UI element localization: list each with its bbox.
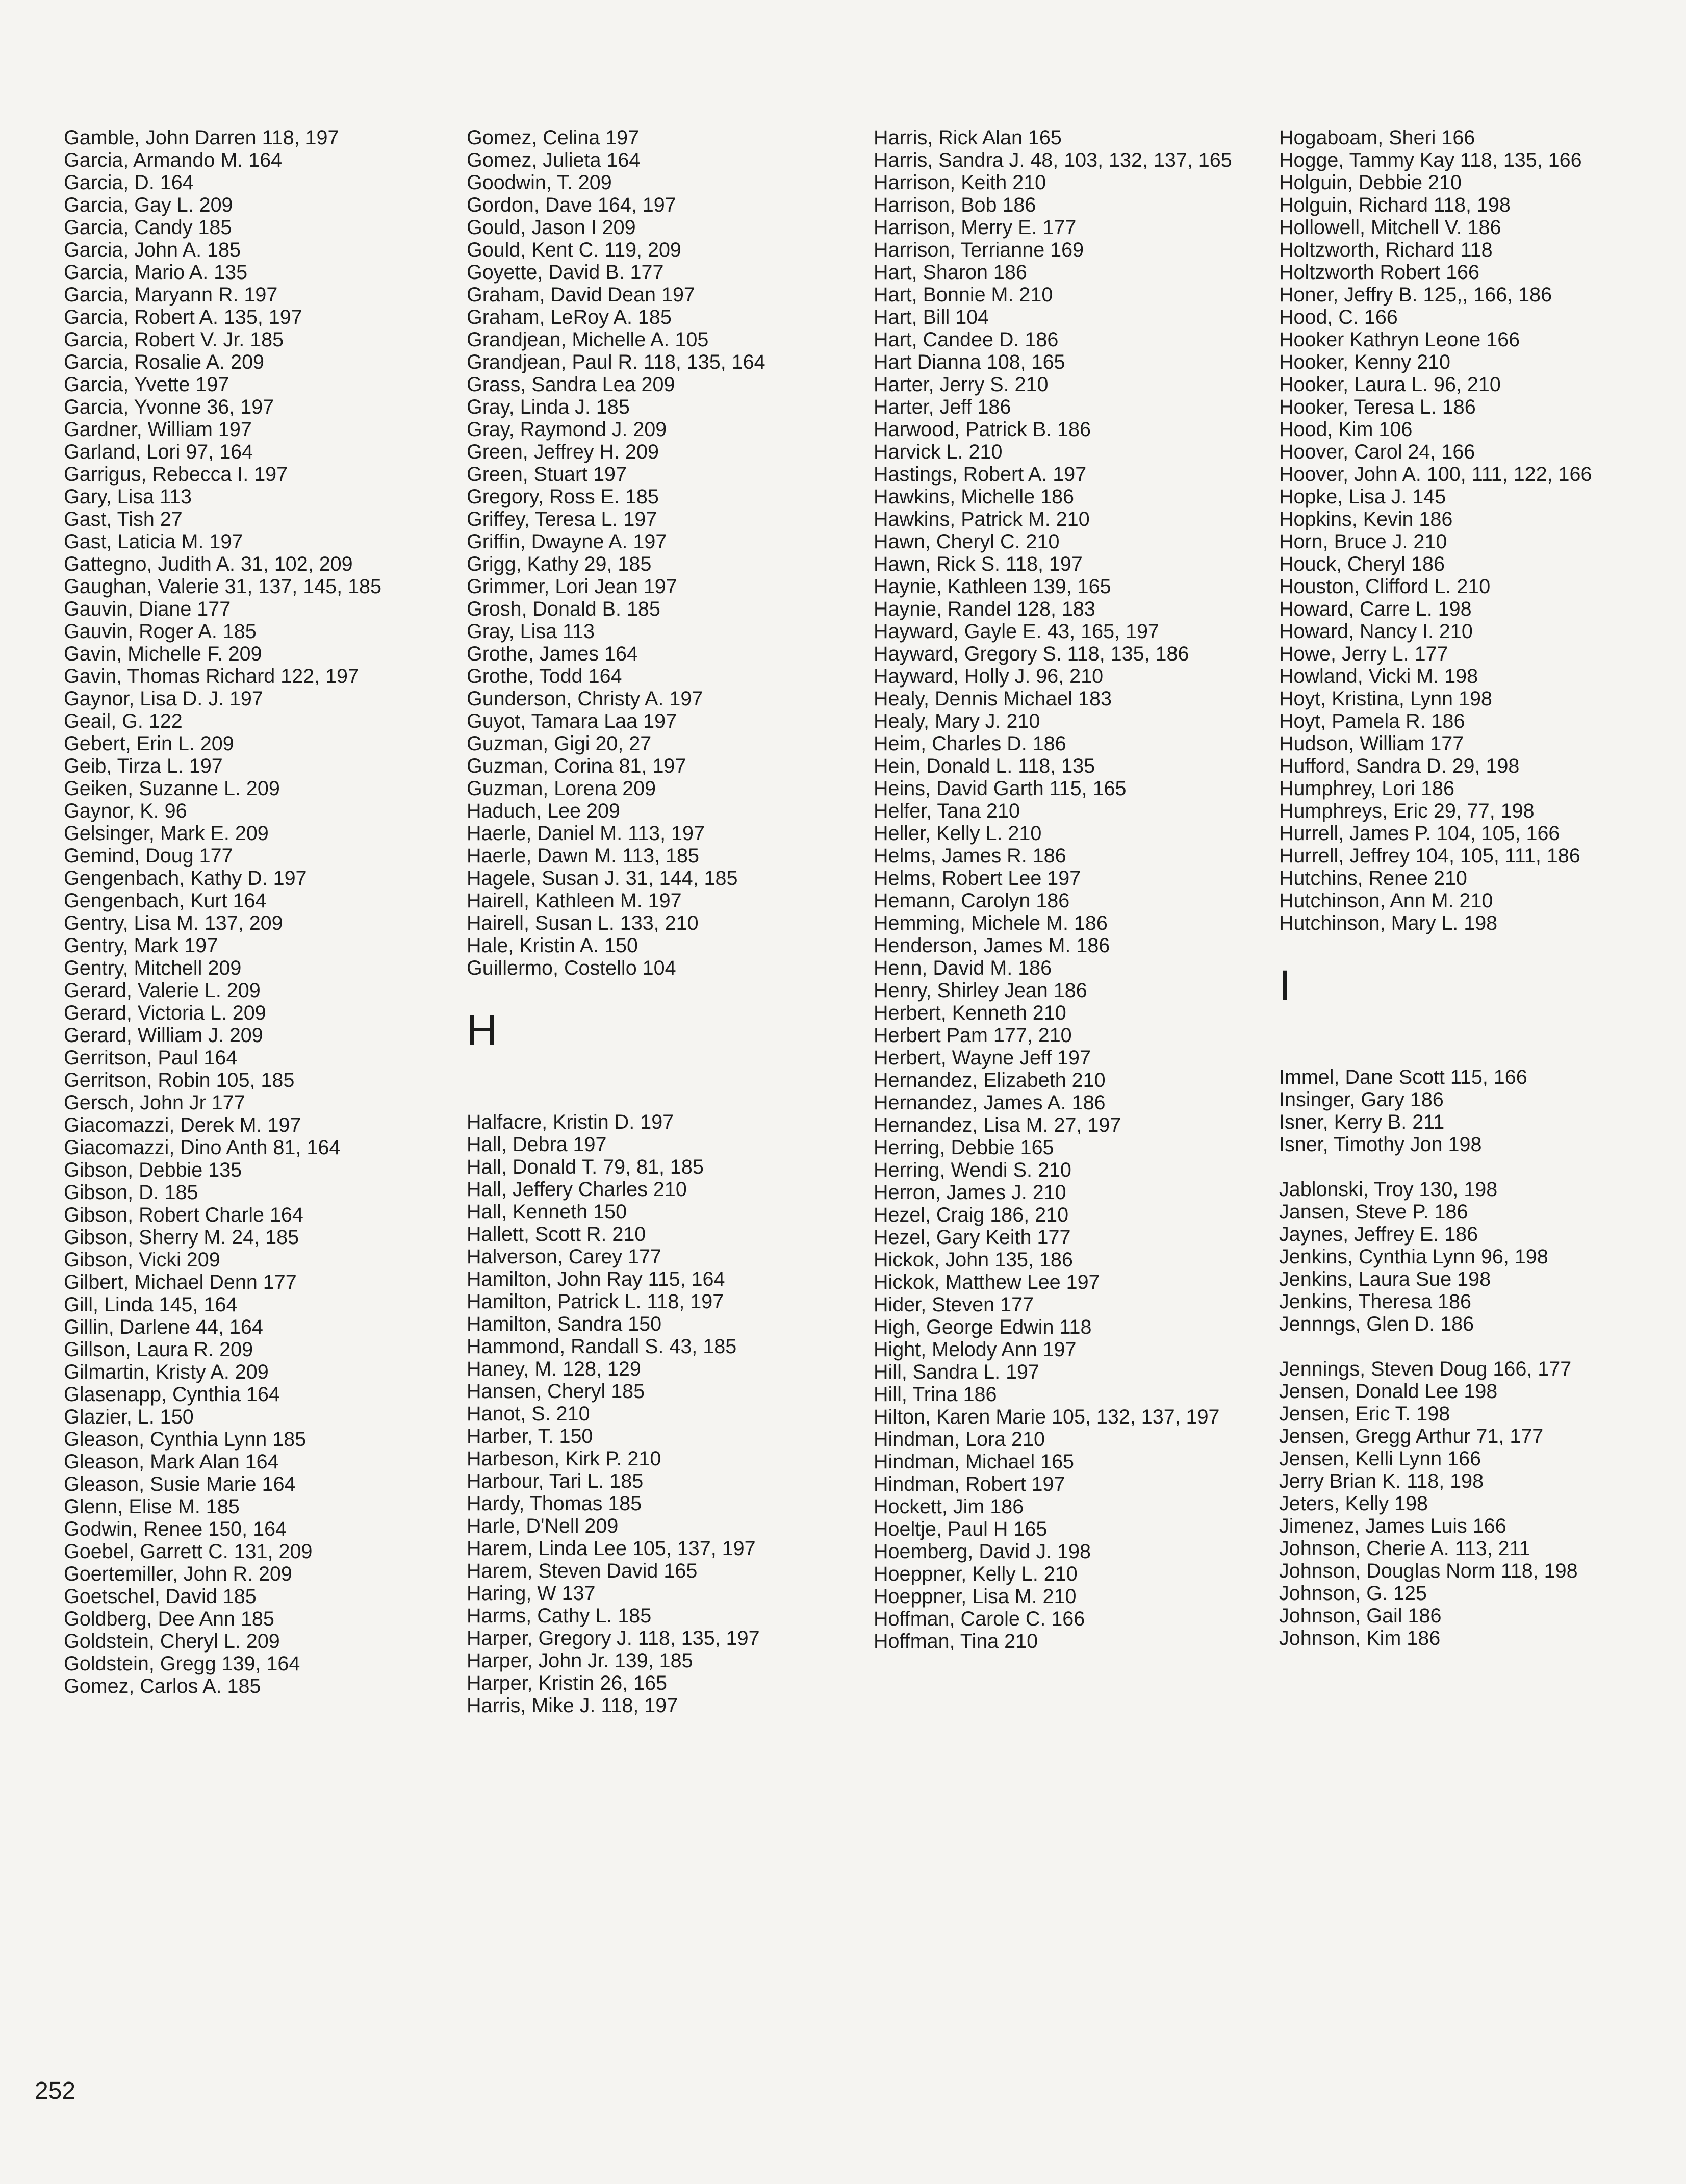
index-entry: Geail, G. 122 bbox=[64, 710, 183, 732]
index-entry: Houck, Cheryl 186 bbox=[1279, 553, 1445, 575]
index-entry: Gray, Raymond J. 209 bbox=[467, 418, 667, 441]
index-entry: Harper, Kristin 26, 165 bbox=[467, 1672, 668, 1694]
index-entry: Isner, Timothy Jon 198 bbox=[1279, 1133, 1482, 1156]
index-entry: Hood, Kim 106 bbox=[1279, 418, 1413, 441]
index-entry: Gould, Jason I 209 bbox=[467, 216, 636, 239]
index-entry: Hight, Melody Ann 197 bbox=[874, 1338, 1077, 1361]
index-entry: Hooker, Laura L. 96, 210 bbox=[1279, 373, 1501, 396]
index-entry: Haduch, Lee 209 bbox=[467, 800, 620, 822]
index-entry: Harbeson, Kirk P. 210 bbox=[467, 1447, 661, 1470]
index-entry: Hart, Bonnie M. 210 bbox=[874, 284, 1053, 306]
index-entry: Gibson, Robert Charle 164 bbox=[64, 1204, 303, 1226]
index-entry: Hurrell, James P. 104, 105, 166 bbox=[1279, 822, 1560, 845]
index-entry: Gerritson, Robin 105, 185 bbox=[64, 1069, 295, 1091]
index-entry: Helms, James R. 186 bbox=[874, 845, 1066, 867]
index-entry: Goldstein, Cheryl L. 209 bbox=[64, 1630, 280, 1653]
index-entry: Gary, Lisa 113 bbox=[64, 486, 192, 508]
index-entry: Garrigus, Rebecca I. 197 bbox=[64, 463, 288, 486]
index-entry: Gaynor, Lisa D. J. 197 bbox=[64, 688, 263, 710]
index-entry: Hufford, Sandra D. 29, 198 bbox=[1279, 755, 1520, 777]
index-entry: Gleason, Cynthia Lynn 185 bbox=[64, 1428, 306, 1451]
index-entry: Gilbert, Michael Denn 177 bbox=[64, 1271, 297, 1293]
index-entry: Herring, Wendi S. 210 bbox=[874, 1159, 1071, 1181]
index-entry: Gomez, Celina 197 bbox=[467, 126, 640, 149]
index-entry: Harper, Gregory J. 118, 135, 197 bbox=[467, 1627, 760, 1649]
index-entry: Insinger, Gary 186 bbox=[1279, 1088, 1444, 1111]
index-entry: Garcia, Robert V. Jr. 185 bbox=[64, 328, 284, 351]
index-entry: Hemming, Michele M. 186 bbox=[874, 912, 1108, 934]
index-entry: Helms, Robert Lee 197 bbox=[874, 867, 1081, 890]
index-entry: Graham, LeRoy A. 185 bbox=[467, 306, 672, 328]
index-entry: Grandjean, Michelle A. 105 bbox=[467, 328, 709, 351]
index-entry: Hairell, Kathleen M. 197 bbox=[467, 890, 682, 912]
index-entry: Gardner, William 197 bbox=[64, 418, 252, 441]
index-entry: Harle, D'Nell 209 bbox=[467, 1515, 619, 1537]
index-entry: Hoffman, Tina 210 bbox=[874, 1630, 1038, 1653]
index-entry: Hart, Sharon 186 bbox=[874, 261, 1027, 284]
index-entry: Halfacre, Kristin D. 197 bbox=[467, 1111, 674, 1133]
index-entry: Gaynor, K. 96 bbox=[64, 800, 187, 822]
index-entry: Hutchins, Renee 210 bbox=[1279, 867, 1467, 890]
index-entry: Glazier, L. 150 bbox=[64, 1406, 194, 1428]
index-entry: Jensen, Eric T. 198 bbox=[1279, 1403, 1450, 1425]
index-entry: Garcia, Armando M. 164 bbox=[64, 149, 283, 171]
index-entry: Giacomazzi, Derek M. 197 bbox=[64, 1114, 301, 1136]
index-entry: Gray, Linda J. 185 bbox=[467, 396, 630, 418]
index-entry: Heins, David Garth 115, 165 bbox=[874, 777, 1127, 800]
index-entry: Harris, Sandra J. 48, 103, 132, 137, 165 bbox=[874, 149, 1232, 171]
index-entry: Holtzworth, Richard 118 bbox=[1279, 239, 1493, 261]
index-entry: Gould, Kent C. 119, 209 bbox=[467, 239, 681, 261]
index-entry: Gast, Laticia M. 197 bbox=[64, 530, 243, 553]
index-entry: Hawn, Rick S. 118, 197 bbox=[874, 553, 1083, 575]
index-entry: Hayward, Gregory S. 118, 135, 186 bbox=[874, 643, 1189, 665]
index-entry: Gebert, Erin L. 209 bbox=[64, 732, 234, 755]
index-entry: Johnson, G. 125 bbox=[1279, 1582, 1427, 1605]
index-entry: Hart Dianna 108, 165 bbox=[874, 351, 1065, 373]
index-entry: Jennings, Steven Doug 166, 177 bbox=[1279, 1358, 1572, 1380]
index-entry: Gauvin, Roger A. 185 bbox=[64, 620, 257, 643]
index-entry: Howe, Jerry L. 177 bbox=[1279, 643, 1448, 665]
index-entry: Jennngs, Glen D. 186 bbox=[1279, 1313, 1474, 1335]
index-entry: Jenkins, Cynthia Lynn 96, 198 bbox=[1279, 1246, 1548, 1268]
index-entry: Hoffman, Carole C. 166 bbox=[874, 1608, 1085, 1630]
index-entry: Henderson, James M. 186 bbox=[874, 934, 1110, 957]
index-entry: Hooker, Teresa L. 186 bbox=[1279, 396, 1476, 418]
index-entry: Green, Jeffrey H. 209 bbox=[467, 441, 659, 463]
index-entry: Horn, Bruce J. 210 bbox=[1279, 530, 1447, 553]
section-spacer bbox=[1279, 1156, 1667, 1178]
index-entry: Gibson, Debbie 135 bbox=[64, 1159, 242, 1181]
index-entry: Gauvin, Diane 177 bbox=[64, 598, 231, 620]
index-entry: Hoover, John A. 100, 111, 122, 166 bbox=[1279, 463, 1592, 486]
index-entry: Hoover, Carol 24, 166 bbox=[1279, 441, 1475, 463]
index-entry: Harris, Rick Alan 165 bbox=[874, 126, 1062, 149]
index-entry: Garcia, Gay L. 209 bbox=[64, 194, 233, 216]
index-entry: Hammond, Randall S. 43, 185 bbox=[467, 1335, 737, 1358]
index-entry: Grigg, Kathy 29, 185 bbox=[467, 553, 652, 575]
index-entry: Hayward, Gayle E. 43, 165, 197 bbox=[874, 620, 1159, 643]
index-entry: Garcia, Yvette 197 bbox=[64, 373, 229, 396]
index-entry: Gibson, D. 185 bbox=[64, 1181, 198, 1204]
index-entry: Johnson, Gail 186 bbox=[1279, 1605, 1442, 1627]
index-entry: Garland, Lori 97, 164 bbox=[64, 441, 253, 463]
index-entry: Gleason, Susie Marie 164 bbox=[64, 1473, 296, 1495]
index-entry: Jeters, Kelly 198 bbox=[1279, 1492, 1428, 1515]
index-entry: Guzman, Corina 81, 197 bbox=[467, 755, 686, 777]
index-entry: Gerritson, Paul 164 bbox=[64, 1047, 238, 1069]
index-entry: Gregory, Ross E. 185 bbox=[467, 486, 659, 508]
index-entry: Heller, Kelly L. 210 bbox=[874, 822, 1042, 845]
index-entry: Gentry, Mark 197 bbox=[64, 934, 218, 957]
index-entry: Grandjean, Paul R. 118, 135, 164 bbox=[467, 351, 765, 373]
index-entry: Griffey, Teresa L. 197 bbox=[467, 508, 657, 530]
index-entry: Gerard, Valerie L. 209 bbox=[64, 979, 261, 1002]
index-entry: Jansen, Steve P. 186 bbox=[1279, 1201, 1468, 1223]
index-entry: Goldstein, Gregg 139, 164 bbox=[64, 1653, 300, 1675]
index-entry: Immel, Dane Scott 115, 166 bbox=[1279, 1066, 1527, 1088]
index-entry: Hallett, Scott R. 210 bbox=[467, 1223, 646, 1246]
index-entry: Hardy, Thomas 185 bbox=[467, 1492, 642, 1515]
index-entry: Harter, Jerry S. 210 bbox=[874, 373, 1049, 396]
index-entry: Healy, Mary J. 210 bbox=[874, 710, 1040, 732]
index-entry: Gemind, Doug 177 bbox=[64, 845, 233, 867]
index-entry: Haney, M. 128, 129 bbox=[467, 1358, 641, 1380]
index-entry: Goodwin, T. 209 bbox=[467, 171, 612, 194]
index-entry: Hider, Steven 177 bbox=[874, 1293, 1034, 1316]
index-entry: Harrison, Terrianne 169 bbox=[874, 239, 1084, 261]
index-entry: Guzman, Gigi 20, 27 bbox=[467, 732, 652, 755]
index-entry: Hollowell, Mitchell V. 186 bbox=[1279, 216, 1501, 239]
index-entry: Hamilton, Patrick L. 118, 197 bbox=[467, 1290, 724, 1313]
index-entry: Geiken, Suzanne L. 209 bbox=[64, 777, 280, 800]
index-entry: Hall, Donald T. 79, 81, 185 bbox=[467, 1156, 704, 1178]
index-entry: Hezel, Craig 186, 210 bbox=[874, 1204, 1069, 1226]
index-entry: Hein, Donald L. 118, 135 bbox=[874, 755, 1095, 777]
index-entry: Healy, Dennis Michael 183 bbox=[874, 688, 1112, 710]
index-entry: Harper, John Jr. 139, 185 bbox=[467, 1649, 693, 1672]
index-entry: Johnson, Douglas Norm 118, 198 bbox=[1279, 1560, 1578, 1582]
index-entry: Johnson, Cherie A. 113, 211 bbox=[1279, 1537, 1530, 1560]
index-entry: Gomez, Julieta 164 bbox=[467, 149, 641, 171]
index-entry: Grimmer, Lori Jean 197 bbox=[467, 575, 677, 598]
index-entry: Gray, Lisa 113 bbox=[467, 620, 595, 643]
index-entry: Gleason, Mark Alan 164 bbox=[64, 1451, 279, 1473]
index-entry: Grass, Sandra Lea 209 bbox=[467, 373, 675, 396]
index-entry: Jaynes, Jeffrey E. 186 bbox=[1279, 1223, 1478, 1246]
index-entry: Hindman, Lora 210 bbox=[874, 1428, 1045, 1451]
index-entry: Hamilton, Sandra 150 bbox=[467, 1313, 662, 1335]
index-entry: Jensen, Gregg Arthur 71, 177 bbox=[1279, 1425, 1544, 1447]
index-entry: Hindman, Robert 197 bbox=[874, 1473, 1065, 1495]
index-entry: Hoemberg, David J. 198 bbox=[874, 1540, 1091, 1563]
index-entry: Harem, Linda Lee 105, 137, 197 bbox=[467, 1537, 756, 1560]
index-entry: Hernandez, James A. 186 bbox=[874, 1091, 1106, 1114]
index-entry: Hall, Jeffery Charles 210 bbox=[467, 1178, 687, 1201]
index-entry: Gunderson, Christy A. 197 bbox=[467, 688, 703, 710]
index-entry: Harem, Steven David 165 bbox=[467, 1560, 698, 1582]
index-entry: Hernandez, Lisa M. 27, 197 bbox=[874, 1114, 1121, 1136]
index-entry: Hurrell, Jeffrey 104, 105, 111, 186 bbox=[1279, 845, 1580, 867]
index-entry: Holguin, Debbie 210 bbox=[1279, 171, 1462, 194]
index-entry: Haynie, Kathleen 139, 165 bbox=[874, 575, 1111, 598]
index-entry: Griffin, Dwayne A. 197 bbox=[467, 530, 667, 553]
index-entry: Hickok, John 135, 186 bbox=[874, 1249, 1073, 1271]
index-entry: Gentry, Lisa M. 137, 209 bbox=[64, 912, 283, 934]
index-entry: Hoeppner, Kelly L. 210 bbox=[874, 1563, 1078, 1585]
index-entry: Gibson, Vicki 209 bbox=[64, 1249, 220, 1271]
index-entry: Gillson, Laura R. 209 bbox=[64, 1338, 253, 1361]
index-entry: Hoyt, Pamela R. 186 bbox=[1279, 710, 1465, 732]
index-entry: Garcia, Mario A. 135 bbox=[64, 261, 248, 284]
index-entry: Howard, Nancy I. 210 bbox=[1279, 620, 1473, 643]
index-entry: Green, Stuart 197 bbox=[467, 463, 627, 486]
index-entry: Hudson, William 177 bbox=[1279, 732, 1464, 755]
index-entry: Harrison, Keith 210 bbox=[874, 171, 1046, 194]
index-entry: Hernandez, Elizabeth 210 bbox=[874, 1069, 1106, 1091]
index-entry: Gelsinger, Mark E. 209 bbox=[64, 822, 269, 845]
index-entry: Hall, Debra 197 bbox=[467, 1133, 607, 1156]
index-entry: Glasenapp, Cynthia 164 bbox=[64, 1383, 280, 1406]
index-entry: Graham, David Dean 197 bbox=[467, 284, 695, 306]
index-entry: Hogge, Tammy Kay 118, 135, 166 bbox=[1279, 149, 1582, 171]
index-entry: Garcia, John A. 185 bbox=[64, 239, 241, 261]
index-entry: Hairell, Susan L. 133, 210 bbox=[467, 912, 699, 934]
index-entry: Gengenbach, Kathy D. 197 bbox=[64, 867, 307, 890]
index-entry: Hansen, Cheryl 185 bbox=[467, 1380, 645, 1403]
index-entry: Gill, Linda 145, 164 bbox=[64, 1293, 238, 1316]
index-entry: Gordon, Dave 164, 197 bbox=[467, 194, 676, 216]
index-entry: Honer, Jeffry B. 125,, 166, 186 bbox=[1279, 284, 1552, 306]
index-entry: Hoyt, Kristina, Lynn 198 bbox=[1279, 688, 1492, 710]
index-entry: Gerard, William J. 209 bbox=[64, 1024, 263, 1047]
index-entry: Hopkins, Kevin 186 bbox=[1279, 508, 1453, 530]
index-entry: Hickok, Matthew Lee 197 bbox=[874, 1271, 1100, 1293]
index-entry: Hoeltje, Paul H 165 bbox=[874, 1518, 1048, 1540]
index-entry: Harwood, Patrick B. 186 bbox=[874, 418, 1091, 441]
index-entry: Hart, Candee D. 186 bbox=[874, 328, 1059, 351]
index-entry: Hood, C. 166 bbox=[1279, 306, 1398, 328]
index-entry: Harms, Cathy L. 185 bbox=[467, 1605, 652, 1627]
index-entry: Herbert, Wayne Jeff 197 bbox=[874, 1047, 1091, 1069]
index-entry: Isner, Kerry B. 211 bbox=[1279, 1111, 1445, 1133]
index-entry: Guyot, Tamara Laa 197 bbox=[467, 710, 677, 732]
index-entry: Hockett, Jim 186 bbox=[874, 1495, 1024, 1518]
index-entry: Goyette, David B. 177 bbox=[467, 261, 664, 284]
index-entry: Goebel, Garrett C. 131, 209 bbox=[64, 1540, 313, 1563]
index-entry: Godwin, Renee 150, 164 bbox=[64, 1518, 287, 1540]
index-entry: Grosh, Donald B. 185 bbox=[467, 598, 660, 620]
index-entry: Harvick L. 210 bbox=[874, 441, 1003, 463]
index-entry: Halverson, Carey 177 bbox=[467, 1246, 662, 1268]
index-entry: Gomez, Carlos A. 185 bbox=[64, 1675, 261, 1697]
index-entry: Hagele, Susan J. 31, 144, 185 bbox=[467, 867, 738, 890]
index-entry: Henn, David M. 186 bbox=[874, 957, 1052, 979]
index-entry: Haynie, Randel 128, 183 bbox=[874, 598, 1095, 620]
index-entry: Grothe, Todd 164 bbox=[467, 665, 622, 688]
index-entry: Gattegno, Judith A. 31, 102, 209 bbox=[64, 553, 353, 575]
index-entry: Garcia, D. 164 bbox=[64, 171, 194, 194]
index-entry: Heim, Charles D. 186 bbox=[874, 732, 1066, 755]
index-entry: Gavin, Michelle F. 209 bbox=[64, 643, 262, 665]
index-entry: Gentry, Mitchell 209 bbox=[64, 957, 242, 979]
index-entry: Harter, Jeff 186 bbox=[874, 396, 1011, 418]
index-entry: Gamble, John Darren 118, 197 bbox=[64, 126, 339, 149]
index-entry: Hamilton, John Ray 115, 164 bbox=[467, 1268, 725, 1290]
index-entry: Hill, Sandra L. 197 bbox=[874, 1361, 1039, 1383]
index-entry: Harrison, Merry E. 177 bbox=[874, 216, 1077, 239]
index-entry: Giacomazzi, Dino Anth 81, 164 bbox=[64, 1136, 341, 1159]
index-entry: Gaughan, Valerie 31, 137, 145, 185 bbox=[64, 575, 381, 598]
index-entry: Hooker, Kenny 210 bbox=[1279, 351, 1450, 373]
index-entry: Jensen, Donald Lee 198 bbox=[1279, 1380, 1498, 1403]
index-entry: Grothe, James 164 bbox=[467, 643, 638, 665]
index-entry: Hall, Kenneth 150 bbox=[467, 1201, 627, 1223]
index-entry: Garcia, Maryann R. 197 bbox=[64, 284, 278, 306]
index-entry: Hilton, Karen Marie 105, 132, 137, 197 bbox=[874, 1406, 1220, 1428]
index-entry: Holguin, Richard 118, 198 bbox=[1279, 194, 1511, 216]
index-entry: Gersch, John Jr 177 bbox=[64, 1091, 245, 1114]
index-entry: Guzman, Lorena 209 bbox=[467, 777, 656, 800]
index-entry: Hill, Trina 186 bbox=[874, 1383, 997, 1406]
index-column-1 bbox=[64, 126, 451, 1697]
index-entry: Hale, Kristin A. 150 bbox=[467, 934, 638, 957]
index-entry: Hutchinson, Ann M. 210 bbox=[1279, 890, 1493, 912]
index-entry: Howard, Carre L. 198 bbox=[1279, 598, 1472, 620]
index-entry: Herbert Pam 177, 210 bbox=[874, 1024, 1072, 1047]
index-entry: Hindman, Michael 165 bbox=[874, 1451, 1075, 1473]
index-entry: Hawn, Cheryl C. 210 bbox=[874, 530, 1060, 553]
index-entry: Harbour, Tari L. 185 bbox=[467, 1470, 644, 1492]
index-entry: Hastings, Robert A. 197 bbox=[874, 463, 1087, 486]
section-letter-heading: H bbox=[467, 1006, 498, 1054]
index-entry: Jenkins, Theresa 186 bbox=[1279, 1290, 1471, 1313]
index-entry: Garcia, Robert A. 135, 197 bbox=[64, 306, 302, 328]
index-entry: Helfer, Tana 210 bbox=[874, 800, 1020, 822]
section-spacer bbox=[1279, 1335, 1667, 1358]
index-entry: Hopke, Lisa J. 145 bbox=[1279, 486, 1446, 508]
index-entry: Haring, W 137 bbox=[467, 1582, 596, 1605]
index-entry: Herbert, Kenneth 210 bbox=[874, 1002, 1066, 1024]
index-entry: Jensen, Kelli Lynn 166 bbox=[1279, 1447, 1481, 1470]
index-entry: Gast, Tish 27 bbox=[64, 508, 183, 530]
index-entry: Harrison, Bob 186 bbox=[874, 194, 1036, 216]
index-entry: Hanot, S. 210 bbox=[467, 1403, 590, 1425]
index-column-4 bbox=[1279, 126, 1667, 1649]
index-entry: Goetschel, David 185 bbox=[64, 1585, 257, 1608]
index-entry: Hutchinson, Mary L. 198 bbox=[1279, 912, 1498, 934]
index-column-2 bbox=[467, 126, 854, 1717]
page-number: 252 bbox=[35, 2077, 76, 2104]
index-entry: Johnson, Kim 186 bbox=[1279, 1627, 1441, 1649]
index-entry: Hoeppner, Lisa M. 210 bbox=[874, 1585, 1077, 1608]
index-entry: Gilmartin, Kristy A. 209 bbox=[64, 1361, 269, 1383]
index-entry: Hawkins, Patrick M. 210 bbox=[874, 508, 1090, 530]
index-entry: Glenn, Elise M. 185 bbox=[64, 1495, 240, 1518]
index-entry: Hart, Bill 104 bbox=[874, 306, 989, 328]
index-entry: Herron, James J. 210 bbox=[874, 1181, 1066, 1204]
index-entry: Hogaboam, Sheri 166 bbox=[1279, 126, 1475, 149]
index-entry: Jimenez, James Luis 166 bbox=[1279, 1515, 1506, 1537]
index-entry: Jenkins, Laura Sue 198 bbox=[1279, 1268, 1491, 1290]
index-entry: Geib, Tirza L. 197 bbox=[64, 755, 223, 777]
index-entry: Gibson, Sherry M. 24, 185 bbox=[64, 1226, 299, 1249]
index-entry: Hezel, Gary Keith 177 bbox=[874, 1226, 1071, 1249]
section-letter-heading: I bbox=[1279, 961, 1291, 1009]
index-entry: Guillermo, Costello 104 bbox=[467, 957, 676, 979]
index-column-3 bbox=[874, 126, 1261, 1653]
index-entry: Hemann, Carolyn 186 bbox=[874, 890, 1070, 912]
index-entry: Garcia, Rosalie A. 209 bbox=[64, 351, 265, 373]
index-entry: Haerle, Daniel M. 113, 197 bbox=[467, 822, 705, 845]
index-entry: Harris, Mike J. 118, 197 bbox=[467, 1694, 678, 1717]
index-entry: Houston, Clifford L. 210 bbox=[1279, 575, 1491, 598]
index-entry: Herring, Debbie 165 bbox=[874, 1136, 1054, 1159]
index-entry: Gengenbach, Kurt 164 bbox=[64, 890, 267, 912]
index-entry: Garcia, Yvonne 36, 197 bbox=[64, 396, 274, 418]
index-entry: Hawkins, Michelle 186 bbox=[874, 486, 1074, 508]
index-entry: Hayward, Holly J. 96, 210 bbox=[874, 665, 1104, 688]
index-entry: High, George Edwin 118 bbox=[874, 1316, 1092, 1338]
index-entry: Haerle, Dawn M. 113, 185 bbox=[467, 845, 699, 867]
index-entry: Garcia, Candy 185 bbox=[64, 216, 232, 239]
index-entry: Goldberg, Dee Ann 185 bbox=[64, 1608, 274, 1630]
index-entry: Henry, Shirley Jean 186 bbox=[874, 979, 1087, 1002]
index-entry: Howland, Vicki M. 198 bbox=[1279, 665, 1478, 688]
index-entry: Goertemiller, John R. 209 bbox=[64, 1563, 292, 1585]
index-entry: Harber, T. 150 bbox=[467, 1425, 593, 1447]
index-entry: Humphrey, Lori 186 bbox=[1279, 777, 1454, 800]
index-entry: Jerry Brian K. 118, 198 bbox=[1279, 1470, 1484, 1492]
index-entry: Gavin, Thomas Richard 122, 197 bbox=[64, 665, 359, 688]
index-entry: Jablonski, Troy 130, 198 bbox=[1279, 1178, 1498, 1201]
index-entry: Humphreys, Eric 29, 77, 198 bbox=[1279, 800, 1535, 822]
index-entry: Gillin, Darlene 44, 164 bbox=[64, 1316, 263, 1338]
index-entry: Holtzworth Robert 166 bbox=[1279, 261, 1479, 284]
index-entry: Gerard, Victoria L. 209 bbox=[64, 1002, 266, 1024]
index-entry: Hooker Kathryn Leone 166 bbox=[1279, 328, 1520, 351]
